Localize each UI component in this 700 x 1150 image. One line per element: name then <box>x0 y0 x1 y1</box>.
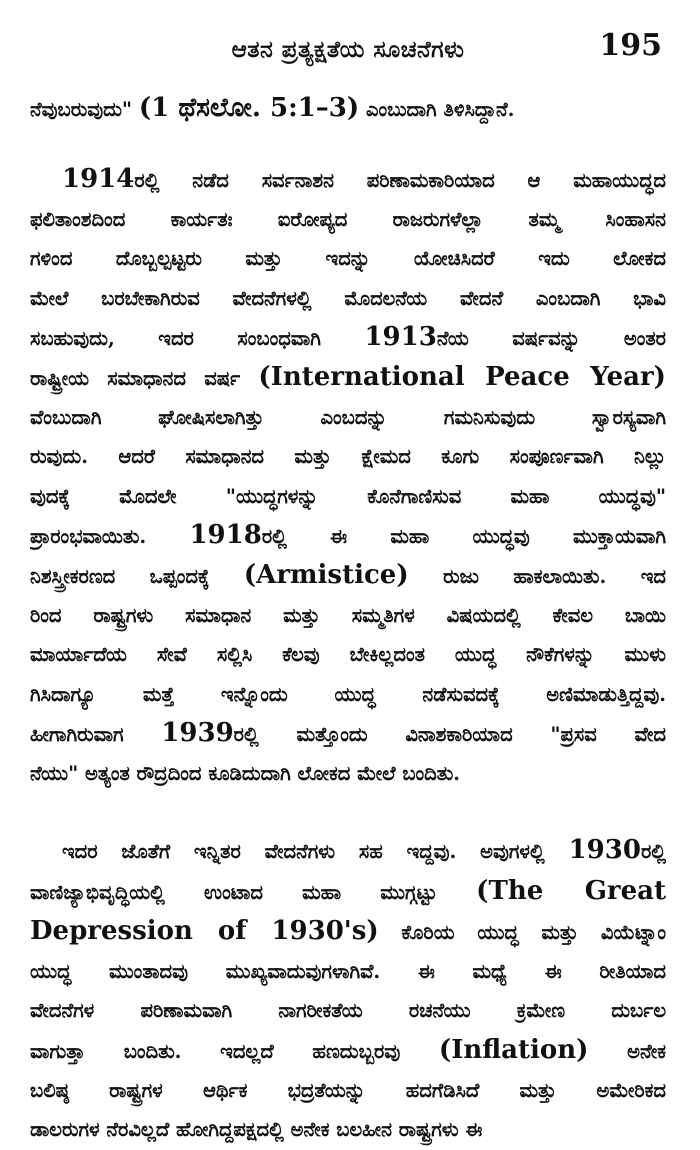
text-line <box>30 398 666 437</box>
text-line <box>30 358 666 398</box>
text-line <box>30 1071 666 1110</box>
page-header <box>30 28 666 74</box>
page-number: 195 <box>599 28 662 63</box>
text-run: ರಲ್ಲಿ ಈ ಮಹಾ ಯುದ್ಧವು ಮುಕ್ತಾಯವಾಗಿ <box>261 524 666 548</box>
latin-text-run: (Inflation) <box>438 1034 589 1065</box>
text-run: ವೆಂಬುದಾಗಿ ಘೋಷಿಸಲಾಗಿತ್ತು ಎಂಬದನ್ನು ಗಮನಿಸುವುದು ಸ್ವಾರಸ್ಯವಾಗಿ <box>30 406 666 430</box>
text-line <box>30 239 666 278</box>
text-run: ವೇದನೆಗಳ ಪರಿಣಾಮವಾಗಿ ನಾಗರೀಕತೆಯ ರಚನೆಯು ಕ್ರಮೇಣ ದುರ್ಬಲ <box>30 999 666 1023</box>
text-line <box>30 1031 666 1071</box>
text-run: ನೆಯು" ಅತ್ಯಂತ ರೌದ್ರದಿಂದ ಕೂಡಿದುದಾಗಿ ಲೋಕದ ಮೇಲೆ ಬಂದಿತು. <box>30 762 461 786</box>
text-run: ನೆಯ ವರ್ಷವನ್ನು ಅಂತರ <box>436 326 666 350</box>
text-run: ರಲ್ಲಿ ನಡೆದ ಸರ್ವನಾಶನ ಪರಿಣಾಮಕಾರಿಯಾದ ಆ ಮಹಾಯುದ್ಧದ <box>134 169 666 192</box>
text-run: ರುವುದು. ಆದರೆ ಸಮಾಧಾನದ ಮತ್ತು ಕ್ಷೇಮದ ಕೂಗು ಸಂಪೂರ್ಣವಾಗಿ ನಿಲ್ಲು <box>30 445 666 469</box>
text-line <box>30 831 666 871</box>
text-run: ಸಬಹುವುದು, ಇದರ ಸಂಬಂಧವಾಗಿ <box>30 326 365 350</box>
latin-text-run: 1913 <box>364 321 437 352</box>
text-line <box>30 160 666 200</box>
text-run: ಡಾಲರುಗಳ ನೆರವಿಲ್ಲದೆ ಹೋಗಿದ್ದಪಕ್ಷದಲ್ಲಿ ಅನೇಕ ಬಲಹೀನ ರಾಷ್ಟ್ರಗಳು ಈ <box>30 1118 483 1142</box>
text-run: ಯುದ್ಧ ಮುಂತಾದವು ಮುಖ್ಯವಾದುವುಗಳಾಗಿವೆ. ಈ ಮಧ್ಯೆ ಈ ರೀತಿಯಾದ <box>30 960 666 984</box>
text-run: ಫಲಿತಾಂಶದಿಂದ ಕಾರ್ಯತಃ ಐರೋಪ್ಯದ ರಾಜರುಗಳೆಲ್ಲಾ ತಮ್ಮ ಸಿಂಹಾಸನ <box>30 208 666 232</box>
latin-text-run: (The Great <box>476 875 666 906</box>
text-line <box>30 318 666 358</box>
text-run: ರಾಷ್ಟ್ರೀಯ ಸಮಾಧಾನದ ವರ್ಷ <box>30 367 259 391</box>
latin-text-run: (International Peace Year) <box>258 362 666 393</box>
text-run: ಬಲಿಷ್ಠ ರಾಷ್ಟ್ರಗಳ ಆರ್ಥಿಕ ಭದ್ರತೆಯನ್ನು ಹದಗೆಡಿಸಿದೆ ಮತ್ತು ಅಮೇರಿಕದ <box>30 1079 666 1103</box>
text-line <box>30 477 666 516</box>
latin-text-run: (Armistice) <box>243 560 409 591</box>
text-line <box>30 754 666 793</box>
text-run: ಮಾರ್ಯಾದೆಯ ಸೇವೆ ಸಲ್ಲಿಸಿ ಕೆಲವು ಬೇಕಿಲ್ಲದಂತ ಯುದ್ಧ ನೌಕೆಗಳನ್ನು ಮುಳು <box>30 643 666 667</box>
text-line <box>30 88 666 130</box>
text-run: ಇದರ ಜೊತೆಗೆ ಇನ್ನಿತರ ವೇದನೆಗಳು ಸಹ ಇದ್ದವು. ಅವುಗಳಲ್ಲಿ <box>62 840 569 864</box>
latin-text-run: 1930 <box>568 835 641 866</box>
text-run: ನಿಶಸ್ತ್ರೀಕರಣದ ಒಪ್ಪಂದಕ್ಕೆ <box>30 565 244 589</box>
paragraph-1914 <box>30 160 666 793</box>
text-run: ಗಿಸಿದಾಗ್ಯೂ ಮತ್ತೆ ಇನ್ನೊಂದು ಯುದ್ಧ ನಡೆಸುವದಕ್ಕೆ ಅಣಿಮಾಡುತ್ತಿದ್ದವು. <box>30 682 666 706</box>
text-run: ವುದಕ್ಕೆ ಮೊದಲೇ "ಯುದ್ಧಗಳನ್ನು ಕೊನೆಗಾಣಿಸುವ ಮಹಾ ಯುದ್ಧವು" <box>30 484 666 508</box>
text-run: ಗಳಿಂದ ದೊಬ್ಬಲ್ಪಟ್ಟರು ಮತ್ತು ಇದನ್ನು ಯೋಚಿಸಿದರೆ ಇದು ಲೋಕದ <box>30 247 666 271</box>
text-run: ರಲ್ಲಿ <box>640 840 666 864</box>
text-run: ಹೀಗಾಗಿರುವಾಗ <box>30 722 162 746</box>
latin-text-run: Depression of 1930's) <box>30 915 379 946</box>
paragraph-other-pains <box>30 831 666 1149</box>
text-run: ಅನೇಕ <box>588 1039 666 1063</box>
text-line <box>30 872 666 912</box>
text-line <box>30 516 666 556</box>
text-run: ಕೊರಿಯ ಯುದ್ಧ ಮತ್ತು ವಿಯೆಟ್ನಾಂ <box>378 920 666 944</box>
latin-text-run: 1914 <box>62 164 135 194</box>
text-run: ರಿಂದ ರಾಷ್ಟ್ರಗಳು ಸಮಾಧಾನ ಮತ್ತು ಸಮ್ಮತಿಗಳ ವಿಷಯದಲ್ಲಿ ಕೇವಲ ಬಾಯಿ <box>30 604 666 628</box>
text-line <box>30 437 666 476</box>
running-head: ಆತನ ಪ್ರತ್ಯಕ್ಷತೆಯ ಸೂಚನೆಗಳು <box>231 36 465 63</box>
text-line <box>30 279 666 318</box>
text-run: ನೆವುಬರುವುದು" <box>30 98 139 121</box>
text-run: ರುಜು ಹಾಕಲಾಯಿತು. ಇದ <box>408 565 666 589</box>
text-run: ಮೇಲೆ ಬರಬೇಕಾಗಿರುವ ವೇದನೆಗಳಲ್ಲಿ ಮೊದಲನೆಯ ವೇದನೆ ಎಂಬದಾಗಿ ಭಾವಿ <box>30 286 666 310</box>
latin-text-run: 1918 <box>189 519 262 550</box>
text-run: ಪ್ರಾರಂಭವಾಯಿತು. <box>30 524 190 548</box>
text-line <box>30 1110 666 1149</box>
text-line <box>30 714 666 754</box>
latin-text-run: (1 ಥೆಸಲೋ. 5:1–3) <box>138 93 360 123</box>
text-run: ಎಂಬುದಾಗಿ ತಿಳಿಸಿದ್ದಾನೆ. <box>359 98 515 121</box>
text-line <box>30 912 666 952</box>
text-line <box>30 200 666 239</box>
latin-text-run: 1939 <box>161 717 234 748</box>
text-run: ವಾಗುತ್ತಾ ಬಂದಿತು. ಇದಲ್ಲದೆ ಹಣದುಬ್ಬರವು <box>30 1039 439 1063</box>
text-line <box>30 952 666 991</box>
text-line <box>30 991 666 1030</box>
paragraph-continuation <box>30 88 666 130</box>
text-run: ರಲ್ಲಿ ಮತ್ತೊಂದು ವಿನಾಶಕಾರಿಯಾದ "ಪ್ರಸವ ವೇದ <box>233 722 666 746</box>
text-line <box>30 675 666 714</box>
text-line <box>30 635 666 674</box>
text-run: ವಾಣಿಜ್ಯಾಭಿವೃದ್ಧಿಯಲ್ಲಿ ಉಂಟಾದ ಮಹಾ ಮುಗ್ಗಟ್ಟು <box>30 880 477 904</box>
text-line <box>30 596 666 635</box>
text-line <box>30 556 666 596</box>
